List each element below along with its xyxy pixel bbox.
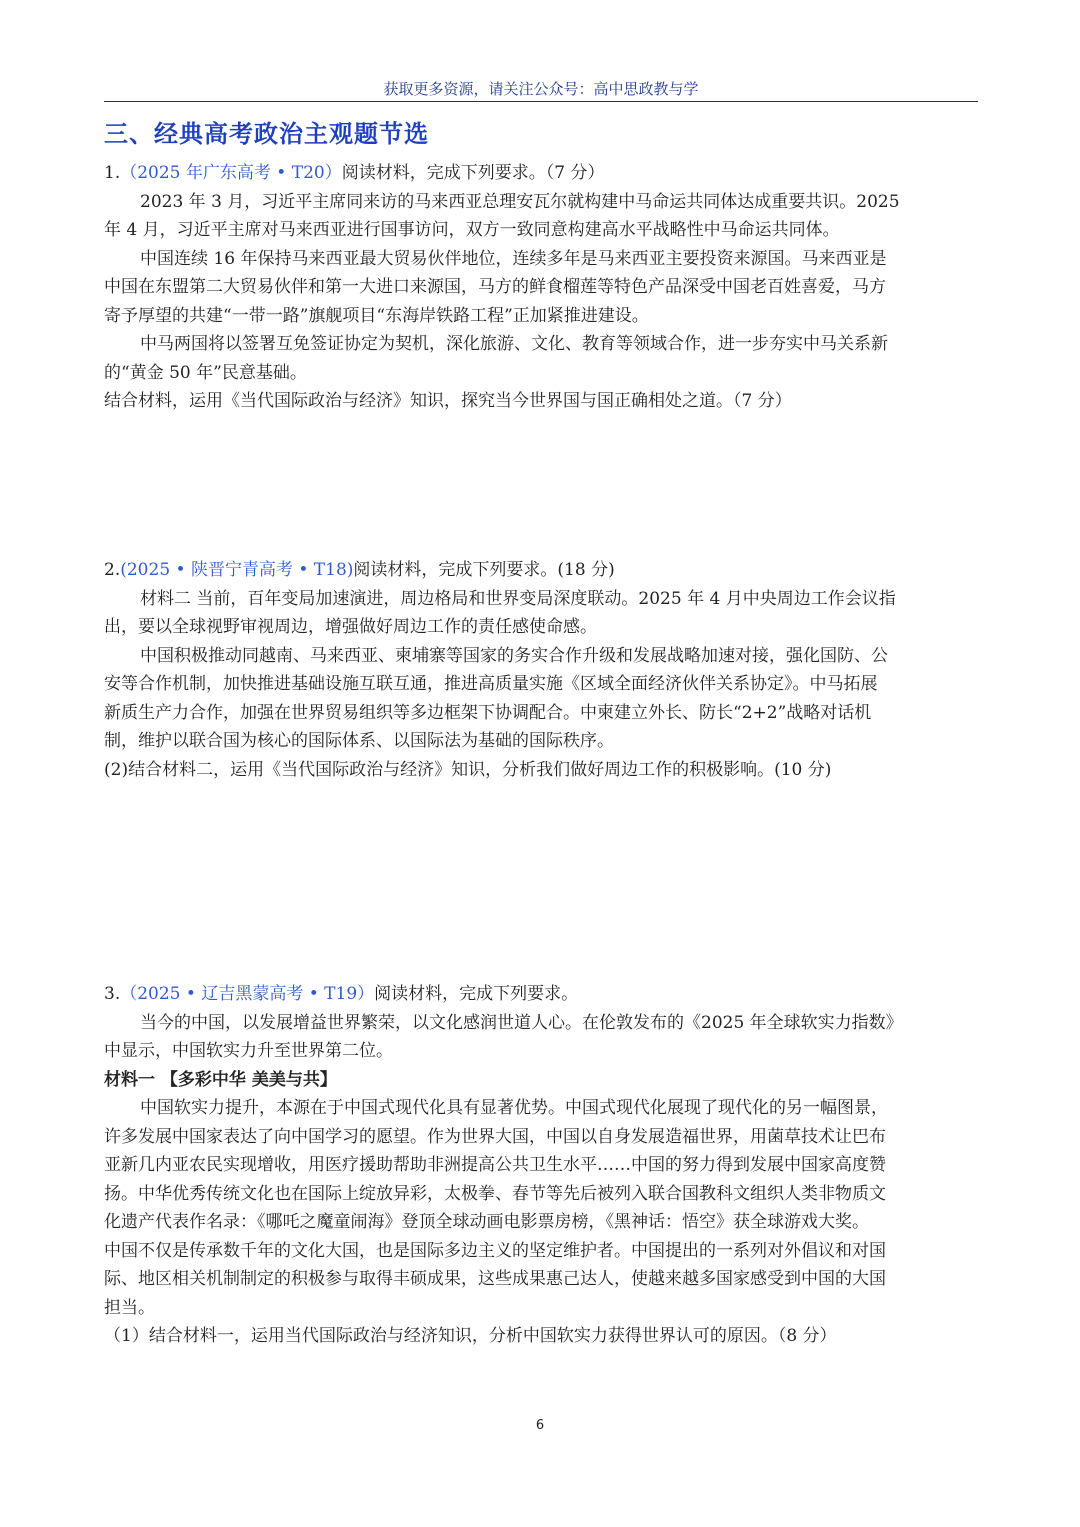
paragraph-line: 化遗产代表作名录：《哪吒之魔童闹海》登顶全球动画电影票房榜，《黑神话：悟空》获全球游戏大奖。 bbox=[104, 1212, 869, 1232]
material-heading: 材料一 【多彩中华 美美与共】 bbox=[104, 1069, 337, 1090]
paragraph-line: 际、地区相关机制制定的积极参与取得丰硕成果，这些成果惠己达人，使越来越多国家感受到中国的大国 bbox=[104, 1269, 886, 1289]
page-header: 获取更多资源，请关注公众号：高中思政教与学 bbox=[383, 80, 699, 98]
question-3 bbox=[104, 980, 978, 1351]
paragraph-line: 中国软实力提升，本源在于中国式现代化具有显著优势。中国式现代化展现了现代化的另一幅图景， bbox=[140, 1098, 888, 1118]
question-number: 1. bbox=[104, 163, 121, 183]
paragraph-line: 材料二 当前，百年变局加速演进，周边格局和世界变局深度联动。2025 年 4 月中央周边工作会议指 bbox=[140, 588, 896, 609]
question-prompt: （1）结合材料一，运用当代国际政治与经济知识，分析中国软实力获得世界认可的原因。（8 分） bbox=[104, 1326, 837, 1346]
paragraph-line: 的“黄金 50 年”民意基础。 bbox=[104, 362, 307, 383]
question-3-heading bbox=[104, 980, 978, 1009]
question-source: （2025 • 辽吉黑蒙高考 • T19） bbox=[120, 984, 375, 1004]
question-instruction: 阅读材料，完成下列要求。 bbox=[374, 984, 579, 1004]
question-prompt: 结合材料，运用《当代国际政治与经济》知识，探究当今世界国与国正确相处之道。（7 分） bbox=[104, 391, 792, 411]
question-1 bbox=[104, 159, 978, 416]
question-2-heading bbox=[104, 556, 978, 585]
paragraph-line: 亚新几内亚农民实现增收，用医疗援助帮助非洲提高公共卫生水平……中国的努力得到发展中国家高度赞 bbox=[104, 1155, 886, 1175]
question-instruction: 阅读材料，完成下列要求。（7 分） bbox=[341, 163, 605, 183]
paragraph-line: 寄予厚望的共建“一带一路”旗舰项目“东海岸铁路工程”正加紧推进建设。 bbox=[104, 305, 649, 326]
paragraph-line: 2023 年 3 月，习近平主席同来访的马来西亚总理安瓦尔就构建中马命运共同体达成重要共识。2025 bbox=[140, 191, 900, 212]
paragraph-line: 制，维护以联合国为核心的国际体系、以国际法为基础的国际秩序。 bbox=[104, 731, 614, 751]
header-rule bbox=[104, 101, 978, 102]
paragraph-line: 扬。中华优秀传统文化也在国际上绽放异彩，太极拳、春节等先后被列入联合国教科文组织人类非物质文 bbox=[104, 1183, 886, 1204]
paragraph-line: 中显示，中国软实力升至世界第二位。 bbox=[104, 1041, 393, 1061]
question-2 bbox=[104, 556, 978, 784]
paragraph-line: 年 4 月，习近平主席对马来西亚进行国事访问，双方一致同意构建高水平战略性中马命运共同体。 bbox=[104, 220, 840, 240]
paragraph-line: 安等合作机制，加快推进基础设施互联互通，推进高质量实施《区域全面经济伙伴关系协定》。中马拓展 bbox=[104, 674, 878, 694]
section-title: 三、经典高考政治主观题节选 bbox=[104, 120, 429, 148]
question-source: （2025 年广东高考 • T20） bbox=[120, 163, 342, 183]
paragraph-line: 担当。 bbox=[104, 1297, 155, 1318]
question-prompt: (2)结合材料二，运用《当代国际政治与经济》知识，分析我们做好周边工作的积极影响。(10 分) bbox=[104, 759, 832, 780]
paragraph-line: 中国积极推动同越南、马来西亚、柬埔寨等国家的务实合作升级和发展战略加速对接，强化国防、公 bbox=[140, 645, 888, 666]
question-source: (2025 • 陕晋宁青高考 • T18) bbox=[120, 560, 354, 580]
paragraph-line: 新质生产力合作，加强在世界贸易组织等多边框架下协调配合。中柬建立外长、防长“2+2”战略对话机 bbox=[104, 702, 872, 723]
paragraph-line: 出，要以全球视野审视周边，增强做好周边工作的责任感使命感。 bbox=[104, 617, 597, 637]
paragraph-line: 中马两国将以签署互免签证协定为契机，深化旅游、文化、教育等领域合作，进一步夯实中马关系新 bbox=[140, 334, 888, 354]
question-1-heading bbox=[104, 159, 978, 188]
page-number: 6 bbox=[535, 1418, 545, 1433]
paragraph-line: 当今的中国，以发展增益世界繁荣，以文化感润世道人心。在伦敦发布的《2025 年全球软实力指数》 bbox=[140, 1012, 903, 1033]
paragraph-line: 中国在东盟第二大贸易伙伴和第一大进口来源国，马方的鲜食榴莲等特色产品深受中国老百姓喜爱，马方 bbox=[104, 277, 886, 297]
question-number: 2. bbox=[104, 560, 121, 580]
question-instruction: 阅读材料，完成下列要求。(18 分) bbox=[353, 560, 615, 580]
paragraph-line: 中国不仅是传承数千年的文化大国，也是国际多边主义的坚定维护者。中国提出的一系列对外倡议和对国 bbox=[104, 1240, 886, 1261]
paragraph-line: 许多发展中国家表达了向中国学习的愿望。作为世界大国，中国以自身发展造福世界，用菌草技术让巴布 bbox=[104, 1126, 886, 1147]
question-number: 3. bbox=[104, 984, 121, 1004]
paragraph-line: 中国连续 16 年保持马来西亚最大贸易伙伴地位，连续多年是马来西亚主要投资来源国。马来西亚是 bbox=[140, 248, 887, 269]
